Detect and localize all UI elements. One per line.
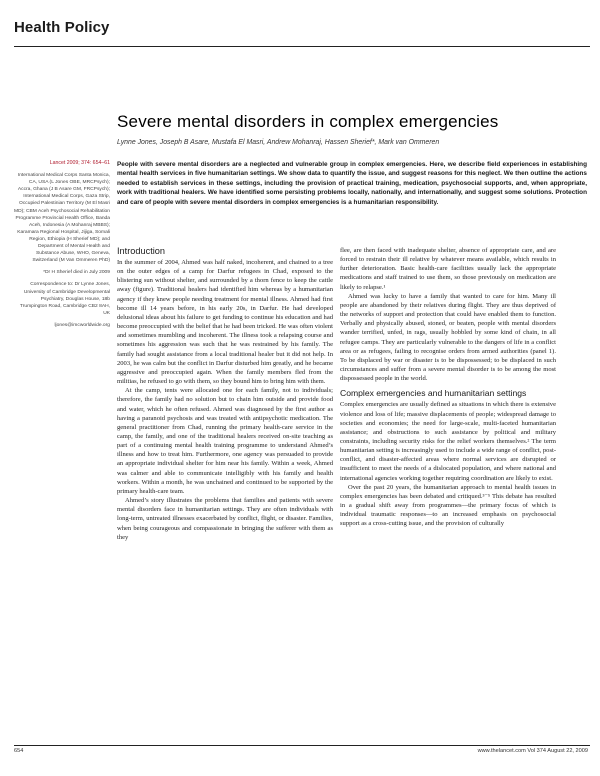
body-column-right xyxy=(340,246,556,529)
paragraph: In the summer of 2004, Ahmed was half naked, incoherent, and chained to a tree on the outer edges of a camp for Darfur refugees in Chad, exposed to the blistering sun without shelter, and surrounded by a thorn fence to keep the cattle away (figure). Traditional healers had identified him whereas by a humanitarian agency if they knew people needing treatment for mental illness. Ahmed had first become ill 14 years before, in his early 20s, in Darfur. He had developed delusional ideas about his failure to get funding to continue his education and had become preoccupied with the belief that he had been tricked. He was often violent and sometimes mumbling and incoherent. The illness took a relapsing course and sometimes his aggression was such that he was restrained by his family. The family had sought assistance from a local traditional healer but it did not help. In 2003, he was calm but the conflict in Darfur disturbed him greatly, and he became aggressive and preoccupied again. When the family members fled from the militias, he refused to go with them, so they bound him to bring him with them. xyxy=(117,259,333,386)
paragraph: Complex emergencies are usually defined as situations in which there is extensive violence and loss of life; massive displacements of people; widespread damage to societies and economies; the need for large-scale, multi-faceted humanitarian assistance; and obstructions to such assistance by political and military constraints, including security risks for the relief workers themselves.² The term humanitarian setting is increasingly used to include a wide range of conflict, post-conflict, and disaster-affected areas where normal services are disrupted or insufficient to meet the needs of a dislocated population, and where national and international agencies working together requiring coordination are likely to exist. xyxy=(340,401,556,482)
complex-emergencies-heading: Complex emergencies and humanitarian settings xyxy=(340,388,527,399)
body-column-left xyxy=(117,246,333,542)
affiliations: International Medical Corps Santa Monica, CA, USA (L Jones OBE, MRCPsych); Accra, Ghana (J B Asare GM, FRCPsych); International Medical Corps, Gaza Strip, Occupied Palestinian Territory (M El Masri MD); CBM Aceh Psychosocial Rehabilitation Programme Provincial Health Office, Banda Aceh, Indonesia (A Mohanraj MBBS); Karamara Regional Hospital, Jijiga, Somali Region, Ethiopia (H Sherief MD); and Department of Mental Health and Substance Abuse, WHO, Geneva, Switzerland (M Van Ommeren PhD) xyxy=(14,173,110,264)
paragraph: flee, are then faced with inadequate shelter, absence of appropriate care, and are forced to restrain their ill relative by whatever means available, which results in further deterioration. Basic health-care facilities usually lack the appropriate medications and staff trained to use them, so those previously on medication are likely to relapse.¹ xyxy=(340,247,556,291)
paragraph: Ahmed’s story illustrates the problems that families and patients with severe mental disorders face in humanitarian settings. They are often individuals with long-term, untreated illnesses exacerbated by conflict, flight, or disaster. Families, when being courageous and compassionate in bringing the sufferer with them as they xyxy=(117,497,333,541)
page-number: 654 xyxy=(14,748,24,754)
author-note: *Dr H Sherief died in July 2009 xyxy=(43,270,110,276)
correspondence-email[interactable]: ljones@imcworldwide.org xyxy=(54,322,110,328)
correspondence: Correspondence to: Dr Lynne Jones, University of Cambridge Developmental Psychiatry, Douglas House, 18b Trumpington Road, Cambridge CB2 8AH, UK xyxy=(19,282,110,316)
section-label: Health Policy xyxy=(14,19,110,36)
journal-info: www.thelancet.com Vol 374 August 22, 2009 xyxy=(477,748,588,754)
citation: Lancet 2009; 374: 654–61 xyxy=(49,160,110,166)
article-title: Severe mental disorders in complex emergencies xyxy=(117,112,499,131)
footer-rule xyxy=(14,745,590,746)
paragraph: Over the past 20 years, the humanitarian approach to mental health issues in complex emergencies has been debated and critiqued.³⁻⁵ This debate has resulted in a gradual shift away from programmes—the primary focus of which is individual traumatic responses—to an increased emphasis on psychosocial support as a cross-cutting issue, and the provision of culturally xyxy=(340,483,556,528)
introduction-heading: Introduction xyxy=(117,246,166,256)
sidebar xyxy=(14,160,110,334)
paragraph: Ahmed was lucky to have a family that wanted to care for him. Many ill people are abandoned by their relatives during flight. They are thus deprived of the networks of support and protection that could have enabled them to function. Verbally and physically abused, stoned, or beaten, people with mental disorders wander terrified, unfed, in rags, usually hobbled by some kind of chain, in all refugee camps. They are particularly vulnerable to the dangers of life in a conflict area or as refugees, failing to recognise orders from armed authorities (panel 1). To be displaced by war or disaster is to be dispossessed; to be displaced in such circumstances and suffer from a severe mental disorder is to be among the most dispossessed people in the world. xyxy=(340,292,556,383)
header-rule xyxy=(14,46,590,47)
abstract: People with severe mental disorders are a neglected and vulnerable group in complex emergencies. Here, we describe field experiences in establishing mental health services in five humanitarian settings. We show data to quantify the issue, and suggest reasons for this neglect. We then outline the actions needed to establish services in these settings, including the provision of practical training, medication, psychosocial supports, and, when appropriate, work with traditional healers. We have identified some persisting problems locally, nationally, and internationally, and suggest some solutions. Protection and care of people with severe mental disorders in complex emergencies is a humanitarian responsibility. xyxy=(117,161,587,206)
paragraph: At the camp, tents were allocated one for each family, not to individuals; therefore, the family had no solution but to chain him outside and provide food and water, which he often refused. Ahmed was diagnosed by the first author as having a paranoid psychosis and was treated with antipsychotic medication. The general practitioner from Chad, running the primary health-care service in the camp, the family, and one of the traditional healers received on-site teaching as part of a continuing mental health training programme to understand Ahmed’s illness and how to treat him. Furthermore, one agency was persuaded to provide an appropriate individual shelter for him near his family. Within a week, Ahmed was calmer and able to communicate intelligibly with his family and health workers. Within a month, he was unchained and continued to be supported by the primary health-care team. xyxy=(117,387,333,495)
article-authors: Lynne Jones, Joseph B Asare, Mustafa El Masri, Andrew Mohanraj, Hassen Sherief*, Mark van Ommeren xyxy=(117,139,440,146)
